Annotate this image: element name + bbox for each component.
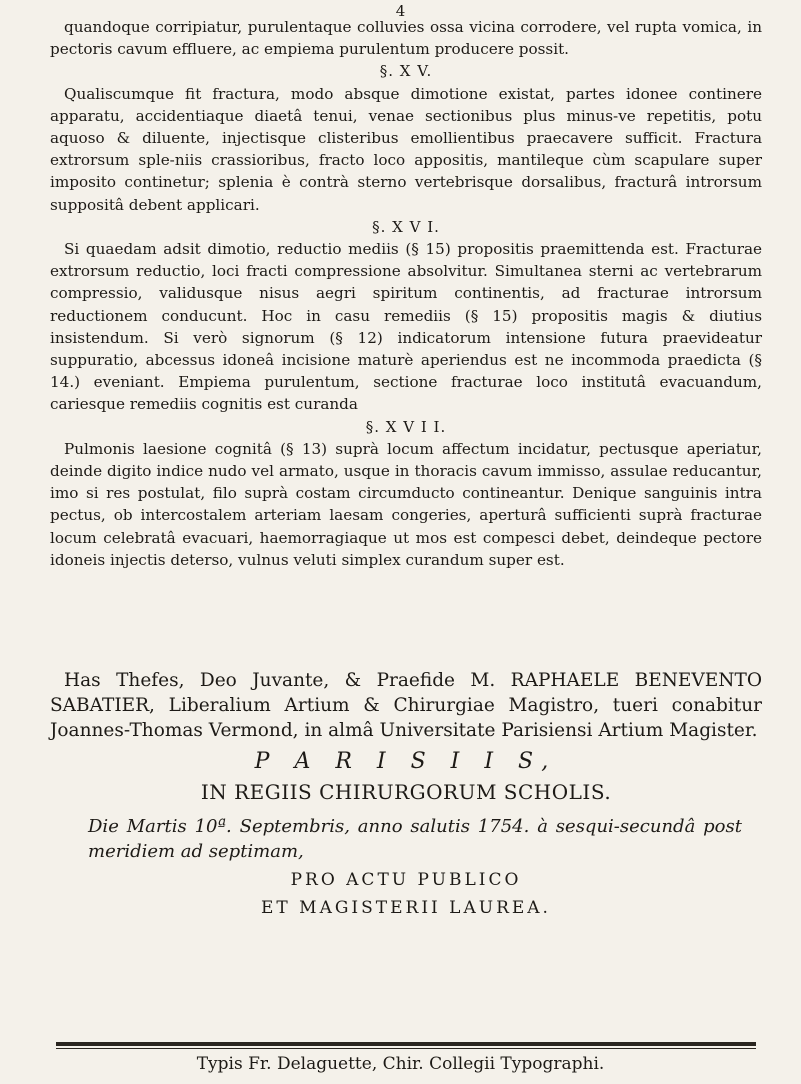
printer-imprint: Typis Fr. Delaguette, Chir. Collegii Typographi. — [196, 1054, 605, 1074]
city-line: P A R I S I I S, — [254, 749, 558, 774]
divider-rule-thin — [56, 1048, 756, 1049]
date-line: Die Martis 10ª. Septembris, anno salutis 1754. à sesqui-secundâ post meridiem ad septimam, — [88, 816, 742, 862]
theses-statement: Has Thefes, Deo Juvante, & Praefide M. RAPHAELE BENEVENTO SABATIER, Liberalium Artium & Chirurgiae Magistro, tueri conabitur Joannes-Thomas Vermond, in almâ Universitate Parisiensi Artium Magister. — [50, 670, 762, 741]
section-heading-17: §. X V I I. — [365, 417, 447, 436]
page-number: 4 — [395, 2, 406, 20]
section-heading-16: §. X V I. — [372, 217, 440, 236]
body-text — [50, 16, 762, 571]
section-heading-15: §. X V. — [379, 62, 433, 81]
divider-rule — [56, 1042, 756, 1046]
laurea-line: ET MAGISTERII LAUREA. — [261, 898, 551, 918]
paragraph-4: Pulmonis laesione cognitâ (§ 13) suprà locum affectum incidatur, pectusque aperiatur, deinde digito indice nudo vel armato, usque in thoracis cavum immisso, assulae reducantur, imo si res postulat, filo suprà costam circumducto contineantur. Denique sanguinis intra pectus, ob intercostalem arteriam laesam congeries, aperturâ sufficienti suprà fracturae locum celebratâ evacuari, haemorragiaque ut mos est compesci debet, deindeque pectore idoneis injectis deterso, vulnus veluti simplex curandum super est. — [50, 439, 762, 569]
paragraph-2: Qualiscumque fit fractura, modo absque dimotione existat, partes idonee continere apparatu, accidentiaque diaetâ tenui, venae sectionibus plus minus-ve repetitis, potu aquoso & diluente, injectisque clisteribus emollientibus praecavere sufficit. Fractura extrorsum sple-niis crassioribus, fracto loco appositis, mantileque cùm scapulare super imposito continetur; splenia è contrà sterno vertebrisque dorsalibus, fracturâ introrsum suppositâ debent applicari. — [50, 84, 762, 214]
act-line: PRO ACTU PUBLICO — [290, 870, 522, 890]
thesis-title-block — [50, 668, 762, 918]
paragraph-3: Si quaedam adsit dimotio, reductio mediis (§ 15) propositis praemittenda est. Fracturae extrorsum reductio, loci fracti compressione absolvitur. Simultanea sterni ac vertebrarum compressio, validusque nisus aegri spiritum continentis, ad fracturae introrsum reductionem conducunt. Hoc in casu remediis (§ 15) propositis magis & diutius insistendum. Si verò signorum (§ 12) indicatorum intensione futura praevideatur suppuratio, abcessus idoneâ incisione maturè aperiendus est ne incommoda praedicta (§ 14.) eveniant. Empiema purulentum, sectione fracturae loco institutâ evacuandum, cariesque remediis cognitis est curanda — [50, 240, 762, 414]
paragraph-1: quandoque corripiatur, purulentaque colluvies ossa vicina corrodere, vel rupta vomica, in pectoris cavum effluere, ac empiema purulentum producere possit. — [50, 18, 762, 59]
schools-line: IN REGIIS CHIRURGORUM SCHOLIS. — [200, 780, 612, 804]
